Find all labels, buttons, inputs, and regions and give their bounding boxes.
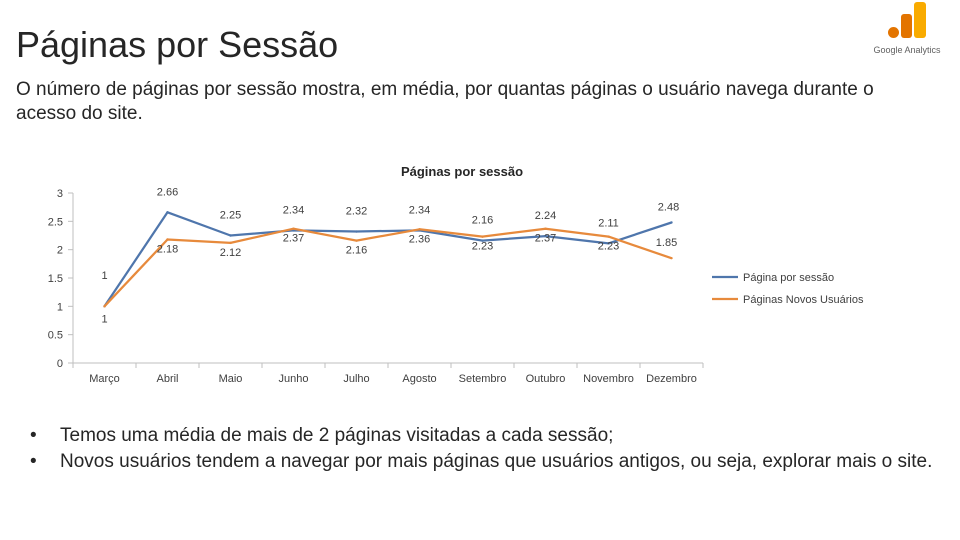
data-label: 2.24	[534, 210, 557, 223]
data-label: 2.11	[598, 217, 619, 230]
data-label: 2.48	[657, 201, 680, 214]
y-tick-label: 1.5	[47, 273, 63, 285]
data-label: 1.85	[655, 237, 678, 250]
data-point	[103, 305, 105, 307]
x-tick-label: Outubro	[525, 373, 566, 385]
bullet-dot: •	[30, 451, 37, 472]
data-point	[544, 228, 546, 230]
data-point	[481, 235, 483, 237]
bullet-text: Novos usuários tendem a navegar por mais páginas que usuários antigos, ou seja, explorar mais o site.	[60, 451, 933, 472]
google-analytics-logo	[866, 2, 948, 58]
bullet-dot: •	[30, 425, 37, 446]
intro-text: O número de páginas por sessão mostra, em média, por quantas páginas o usuário navega durante o acesso do site.	[16, 79, 874, 124]
data-label: 1	[101, 270, 108, 282]
y-tick-label: 2	[56, 244, 63, 257]
data-label: 2.37	[282, 232, 305, 245]
bullet-item	[30, 450, 950, 474]
data-point	[418, 228, 420, 230]
legend-label: Páginas Novos Usuários	[743, 294, 864, 306]
data-label: 1	[101, 313, 108, 326]
google-analytics-icon	[888, 2, 926, 38]
x-tick-label: Abril	[156, 373, 179, 385]
bullet-text: Temos uma média de mais de 2 páginas visitadas a cada sessão;	[60, 425, 614, 446]
data-point	[166, 238, 168, 240]
y-tick-label: 3	[56, 188, 63, 200]
data-label: 2.16	[345, 244, 368, 257]
data-point	[607, 235, 609, 237]
data-label: 2.18	[156, 243, 179, 256]
x-tick-label: Junho	[278, 373, 309, 385]
data-label: 2.25	[219, 209, 242, 222]
data-label: 2.32	[345, 205, 368, 218]
data-point	[229, 242, 231, 244]
data-point	[355, 239, 357, 241]
y-tick-label: 0	[56, 358, 63, 370]
x-tick-label: Setembro	[458, 373, 507, 385]
x-tick-label: Agosto	[402, 373, 437, 385]
data-label: 2.66	[156, 186, 179, 199]
data-point	[292, 228, 294, 230]
data-point	[670, 221, 672, 223]
chart	[0, 150, 960, 395]
x-tick-label: Março	[89, 373, 120, 385]
y-tick-label: 0.5	[47, 329, 63, 342]
bullet-item	[30, 424, 950, 448]
x-tick-label: Maio	[218, 373, 243, 385]
data-point	[670, 257, 672, 259]
google-analytics-text: Google Analytics	[873, 45, 941, 55]
y-tick-label: 2.5	[47, 216, 63, 229]
slide-title: Páginas por Sessão	[16, 24, 339, 65]
pages-per-session-chart	[0, 150, 960, 395]
x-tick-label: Dezembro	[646, 373, 697, 385]
data-label: 2.12	[219, 246, 242, 259]
legend-label: Página por sessão	[743, 272, 835, 284]
data-label: 2.23	[471, 240, 494, 253]
x-tick-label: Novembro	[583, 373, 634, 385]
data-label: 2.34	[282, 204, 305, 217]
bullet-list	[30, 424, 950, 476]
data-label: 2.34	[408, 204, 431, 217]
x-tick-label: Julho	[343, 373, 370, 385]
data-label: 2.37	[534, 232, 557, 245]
data-label: 2.36	[408, 233, 431, 246]
data-point	[166, 211, 168, 213]
data-label: 2.16	[471, 214, 494, 227]
data-point	[355, 230, 357, 232]
y-tick-label: 1	[56, 301, 63, 314]
chart-title: Páginas por sessão	[400, 164, 524, 179]
data-label: 2.23	[597, 240, 620, 253]
data-point	[229, 234, 231, 236]
